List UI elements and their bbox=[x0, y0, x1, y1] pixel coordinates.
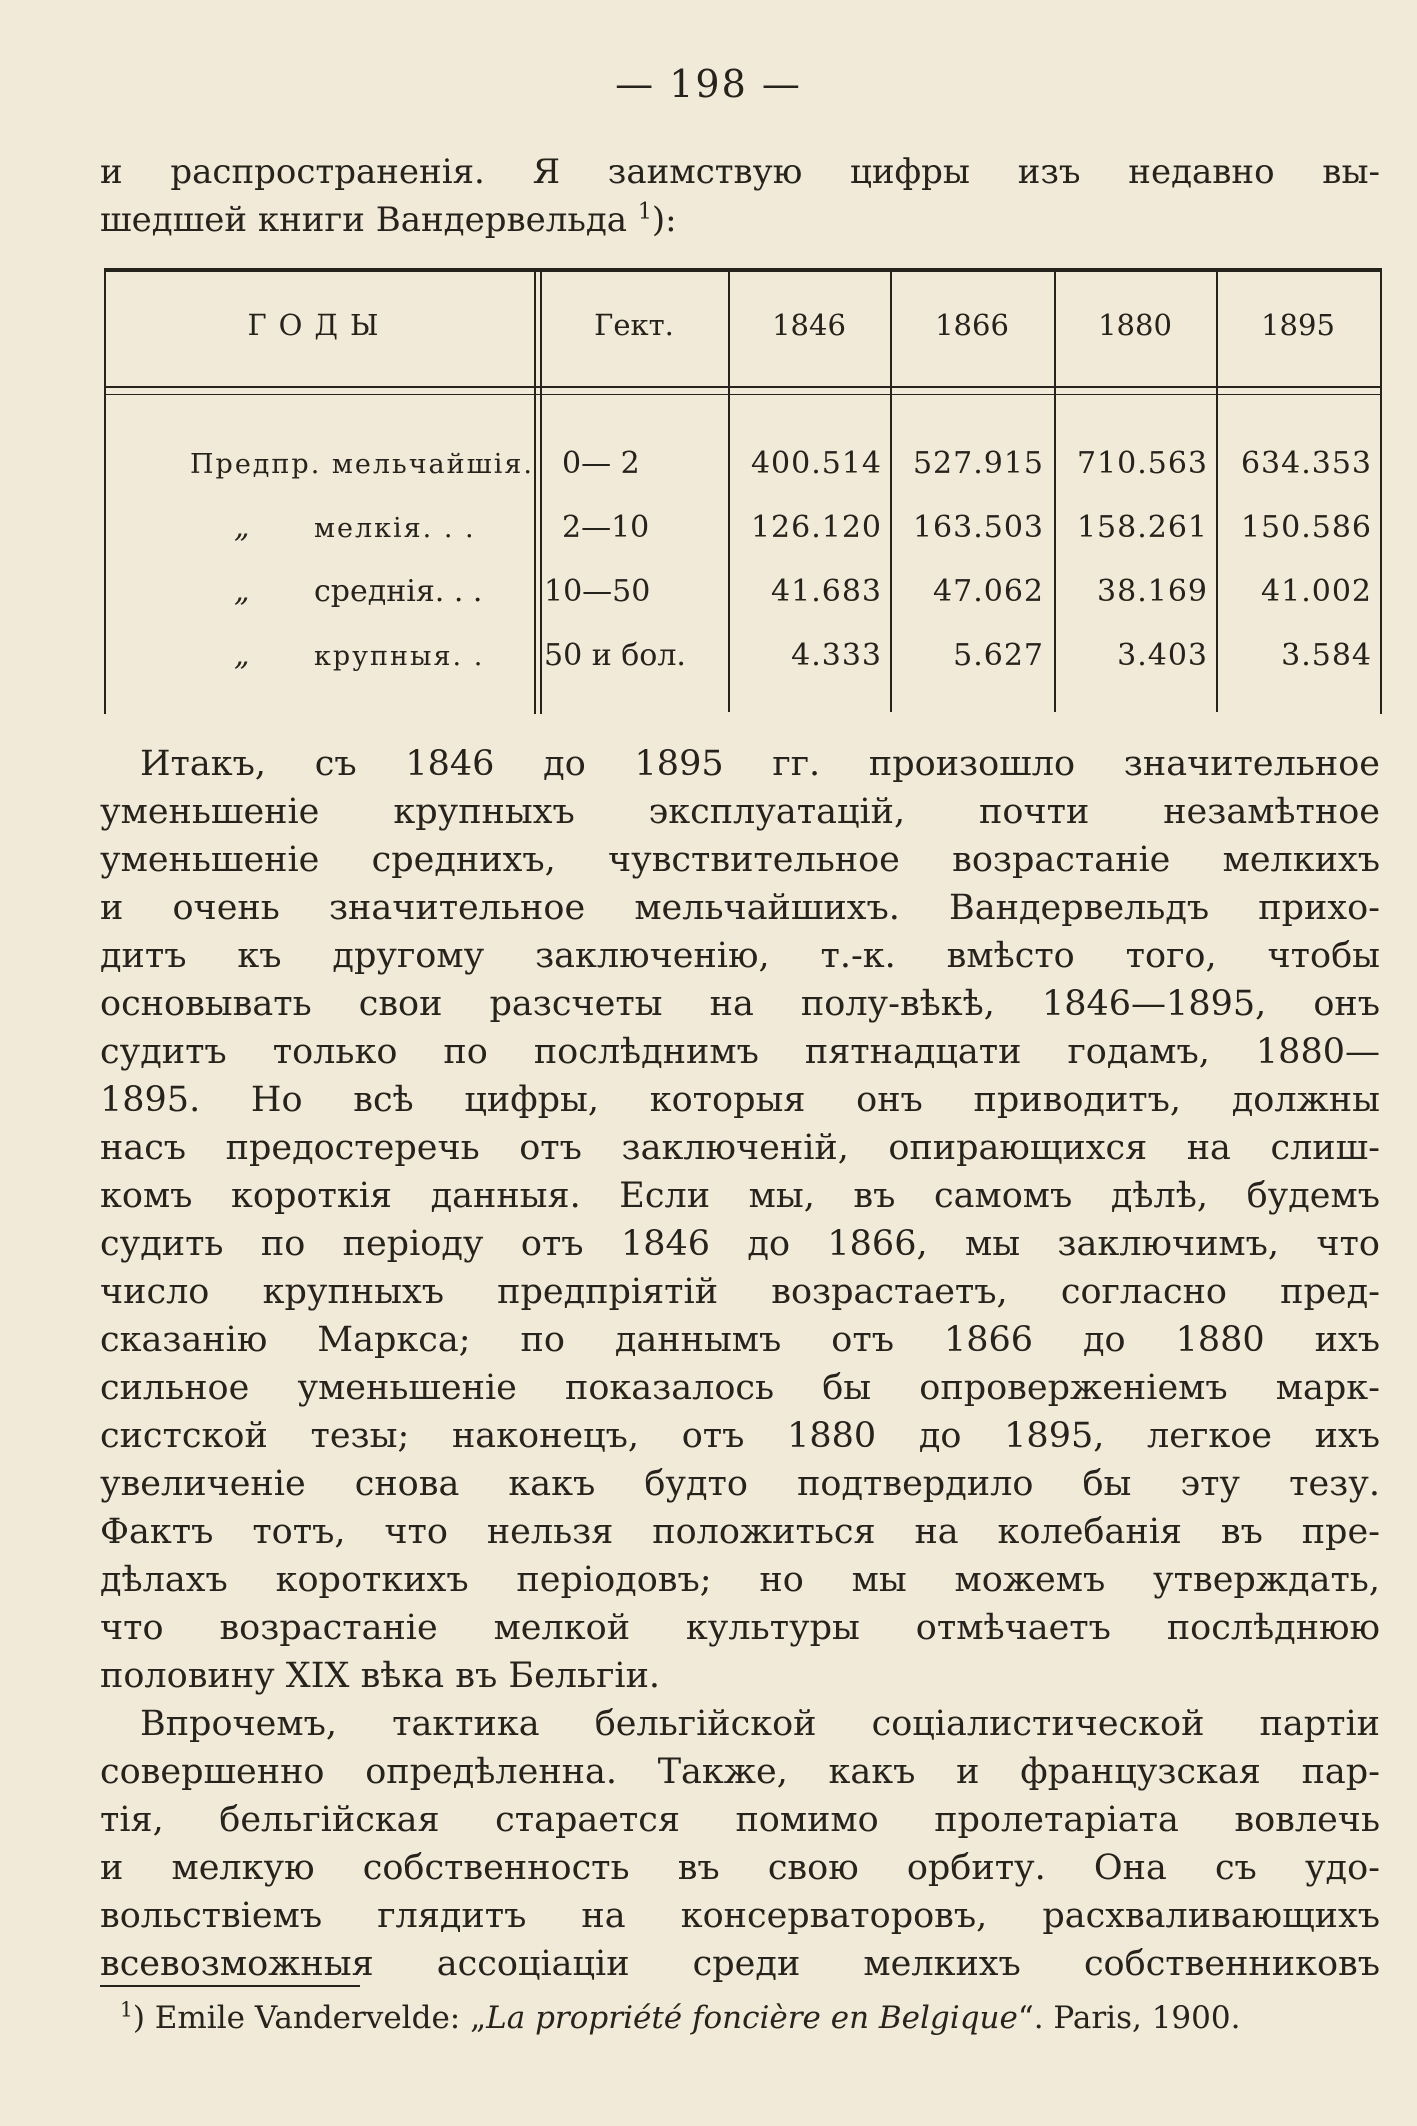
table-row bbox=[104, 510, 1382, 570]
body-line: всевозможныя ассоціаціи среди мелкихъ собственниковъ bbox=[100, 1944, 1380, 1984]
body-line: уменьшеніе крупныхъ эксплуатацій, почти незамѣтное bbox=[100, 792, 1380, 832]
value-1846: 126.120 bbox=[750, 510, 882, 545]
body-line: насъ предостеречь отъ заключеній, опирающихся на слиш- bbox=[100, 1128, 1380, 1168]
table-row bbox=[104, 446, 1382, 506]
body-line: судить по періоду отъ 1846 до 1866, мы заключимъ, что bbox=[100, 1224, 1380, 1264]
intro-line-1: и распространенія. Я заимствую цифры изъ недавно вы- bbox=[100, 152, 1380, 192]
footnote-author: ) Emile Vandervelde: „ bbox=[132, 2000, 487, 2036]
table-top-rule bbox=[104, 268, 1382, 272]
table-row bbox=[104, 638, 1382, 698]
footnote-rule bbox=[100, 1985, 360, 1987]
value-1895: 41.002 bbox=[1261, 574, 1372, 609]
row-label: „ крупныя. . bbox=[234, 638, 485, 673]
value-1866: 527.915 bbox=[912, 446, 1044, 481]
body-line: увеличеніе снова какъ будто подтвердило бы эту тезу. bbox=[100, 1464, 1380, 1504]
table-row bbox=[104, 574, 1382, 634]
row-label: „ мелкія. . . bbox=[234, 510, 476, 545]
row-label: „ среднія. . . bbox=[234, 574, 483, 609]
row-hectares: 50 и бол. bbox=[544, 638, 686, 673]
value-1866: 163.503 bbox=[912, 510, 1044, 545]
value-1846: 400.514 bbox=[750, 446, 882, 481]
body-line: основывать свои разсчеты на полу-вѣкѣ, 1846—1895, онъ bbox=[100, 984, 1380, 1024]
table-header-rule bbox=[104, 386, 1382, 388]
footnote-title: La propriété foncière en Belgique bbox=[486, 2000, 1018, 2036]
body-line: Впрочемъ, тактика бельгійской соціалистической партіи bbox=[140, 1704, 1380, 1744]
header-hectares: Гект. bbox=[594, 308, 674, 342]
body-line: комъ короткія данныя. Если мы, въ самомъ дѣлѣ, будемъ bbox=[100, 1176, 1380, 1216]
header-1895: 1895 bbox=[1261, 308, 1335, 342]
body-line: совершенно опредѣленна. Также, какъ и французская пар- bbox=[100, 1752, 1380, 1792]
row-label: Предпр. мельчайшія. bbox=[189, 449, 534, 480]
body-line: что возрастаніе мелкой культуры отмѣчаетъ послѣднюю bbox=[100, 1608, 1380, 1648]
value-1880: 38.169 bbox=[1097, 574, 1208, 609]
value-1846: 4.333 bbox=[791, 638, 882, 673]
page-number: — 198 — bbox=[615, 62, 802, 106]
value-1895: 634.353 bbox=[1240, 446, 1372, 481]
body-line: и очень значительное мельчайшихъ. Вандервельдъ прихо- bbox=[100, 888, 1380, 928]
row-hectares: 2—10 bbox=[562, 510, 650, 545]
intro-line-2-text: шедшей книги Вандервельда bbox=[100, 200, 638, 240]
body-line: Итакъ, съ 1846 до 1895 гг. произошло значительное bbox=[140, 744, 1380, 784]
intro-line-2 bbox=[100, 196, 1380, 244]
row-hectares: 10—50 bbox=[544, 574, 651, 609]
body-line: вольствіемъ глядитъ на консерваторовъ, расхваливающихъ bbox=[100, 1896, 1380, 1936]
intro-paragraph bbox=[100, 148, 1380, 244]
value-1895: 150.586 bbox=[1240, 510, 1372, 545]
intro-line-2-tail: ): bbox=[651, 200, 677, 240]
footnote bbox=[120, 1997, 1380, 2036]
body-line: половину XIX вѣка въ Бельгіи. bbox=[100, 1656, 661, 1696]
value-1880: 710.563 bbox=[1076, 446, 1208, 481]
footnote-tail: “. Paris, 1900. bbox=[1017, 2000, 1241, 2036]
body-line: Фактъ тотъ, что нельзя положиться на колебанія въ пре- bbox=[100, 1512, 1380, 1552]
body-line: уменьшеніе среднихъ, чувствительное возрастаніе мелкихъ bbox=[100, 840, 1380, 880]
header-1846: 1846 bbox=[772, 308, 846, 342]
row-hectares: 0— 2 bbox=[562, 446, 640, 481]
body-line: сильное уменьшеніе показалось бы опроверженіемъ марк- bbox=[100, 1368, 1380, 1408]
holdings-table bbox=[104, 268, 1382, 716]
value-1880: 3.403 bbox=[1117, 638, 1208, 673]
body-line: сказанію Маркса; по даннымъ отъ 1866 до 1880 ихъ bbox=[100, 1320, 1380, 1360]
body-line: тія, бельгійская старается помимо пролетаріата вовлечь bbox=[100, 1800, 1380, 1840]
header-years: ГОДЫ bbox=[247, 308, 391, 342]
value-1866: 47.062 bbox=[933, 574, 1044, 609]
body-line: судитъ только по послѣднимъ пятнадцати годамъ, 1880— bbox=[100, 1032, 1380, 1072]
body-line: число крупныхъ предпріятій возрастаетъ, согласно пред- bbox=[100, 1272, 1380, 1312]
body-line: дѣлахъ короткихъ періодовъ; но мы можемъ утверждать, bbox=[100, 1560, 1380, 1600]
table-header-rule-2 bbox=[104, 394, 1382, 395]
value-1866: 5.627 bbox=[953, 638, 1044, 673]
body-line: 1895. Но всѣ цифры, которыя онъ приводитъ, должны bbox=[100, 1080, 1380, 1120]
footnote-marker: 1 bbox=[120, 1997, 133, 2022]
body-line: и мелкую собственность въ свою орбиту. Она съ удо- bbox=[100, 1848, 1380, 1888]
body-line: систской тезы; наконецъ, отъ 1880 до 1895, легкое ихъ bbox=[100, 1416, 1380, 1456]
header-1880: 1880 bbox=[1098, 308, 1172, 342]
body-text bbox=[100, 740, 1380, 1988]
value-1895: 3.584 bbox=[1281, 638, 1372, 673]
footnote-ref: 1 bbox=[637, 198, 652, 225]
value-1846: 41.683 bbox=[771, 574, 882, 609]
header-1866: 1866 bbox=[935, 308, 1009, 342]
body-line: дитъ къ другому заключенію, т.-к. вмѣсто того, чтобы bbox=[100, 936, 1380, 976]
value-1880: 158.261 bbox=[1076, 510, 1208, 545]
